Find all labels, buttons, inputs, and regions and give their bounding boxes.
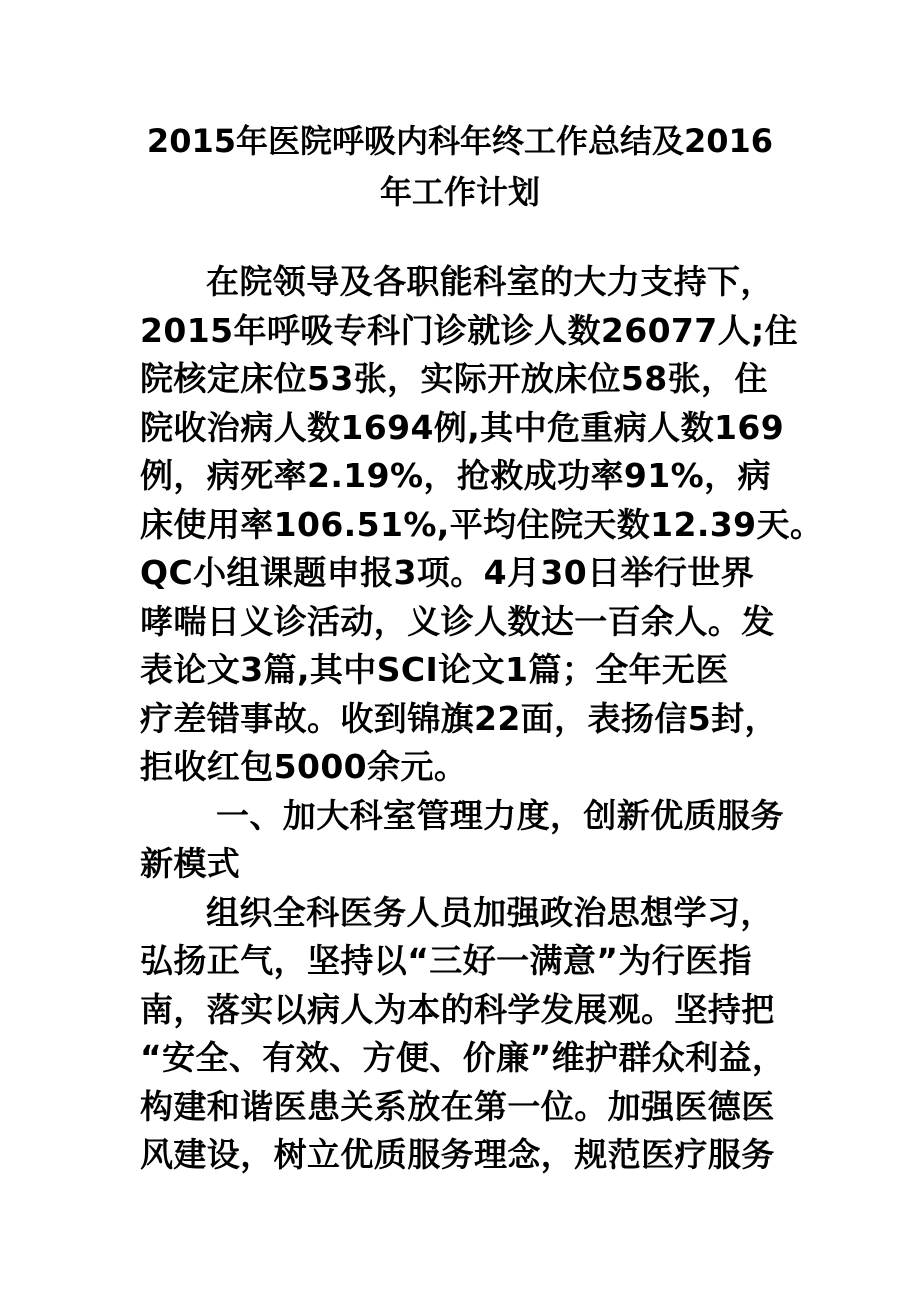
heading-line: 新模式 bbox=[140, 844, 241, 883]
text-line: 构建和谐医患关系放在第一位。加强医德医 bbox=[140, 1086, 775, 1126]
title-line: 2015年医院呼吸内科年终工作总结及2016 bbox=[146, 122, 774, 160]
text-line: 例，病死率2.19%，抢救成功率91%，病 bbox=[140, 456, 771, 495]
document-body bbox=[140, 258, 824, 1180]
text-line: 院收治病人数1694例,其中危重病人数169 bbox=[140, 407, 785, 447]
text-line: 南，落实以病人为本的科学发展观。坚持把 bbox=[140, 989, 775, 1029]
title-line: 年工作计划 bbox=[379, 173, 540, 211]
paragraph-summary bbox=[140, 258, 824, 792]
text-line: 弘扬正气，坚持以“三好一满意”为行医指 bbox=[140, 941, 752, 980]
text-line: 表论文3篇,其中SCI论文1篇；全年无医 bbox=[140, 650, 729, 689]
text-line: QC小组课题申报3项。4月30日举行世界 bbox=[140, 553, 755, 592]
document-title bbox=[140, 116, 780, 218]
section-heading bbox=[140, 792, 790, 889]
text-line: 组织全科医务人员加强政治思想学习， bbox=[206, 892, 774, 932]
text-line: 2015年呼吸专科门诊就诊人数26077人;住 bbox=[140, 310, 799, 350]
heading-line: 一、加大科室管理力度，创新优质服务 bbox=[216, 795, 784, 835]
paragraph-management bbox=[140, 889, 790, 1180]
text-line: 院核定床位53张，实际开放床位58张，住 bbox=[140, 359, 768, 398]
text-line: 在院领导及各职能科室的大力支持下， bbox=[206, 262, 774, 301]
text-line: 疗差错事故。收到锦旗22面，表扬信5封， bbox=[140, 698, 778, 738]
text-line: 风建设，树立优质服务理念，规范医疗服务 bbox=[140, 1135, 775, 1174]
text-line: 哮喘日义诊活动，义诊人数达一百余人。发 bbox=[140, 601, 775, 641]
text-line: 拒收红包5000余元。 bbox=[140, 747, 468, 786]
text-line: “安全、有效、方便、价廉”维护群众利益， bbox=[140, 1038, 786, 1077]
text-line: 床使用率106.51%,平均住院天数12.39天。 bbox=[140, 504, 824, 544]
